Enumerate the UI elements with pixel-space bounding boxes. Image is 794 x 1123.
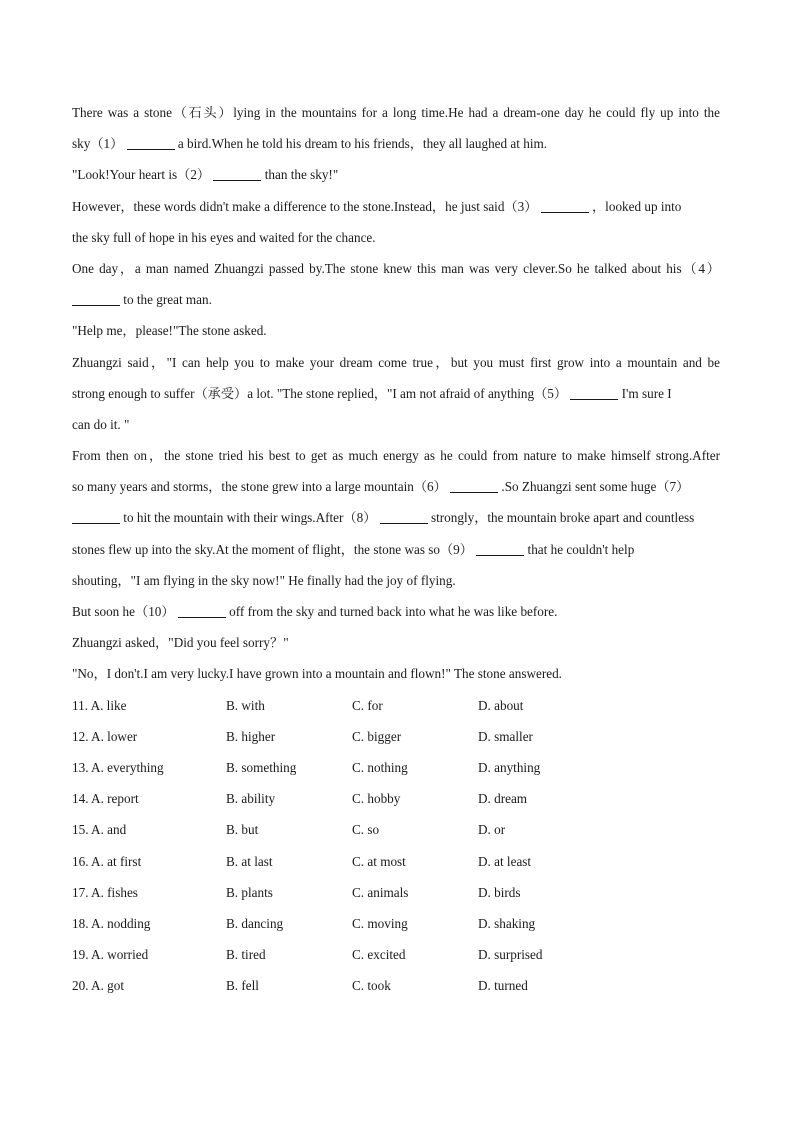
passage-text: However，these words didn't make a difference to the stone.Instead，he just said（3）	[72, 198, 538, 214]
passage-line: From then on，the stone tried his best to get as much energy as he could from nature to make himself strong.After	[72, 448, 720, 464]
question-row	[72, 783, 720, 814]
question-row	[72, 939, 720, 970]
option-d: D. turned	[478, 978, 528, 994]
passage-line	[72, 596, 720, 627]
option-b: B. tired	[226, 947, 266, 963]
option-b: B. at last	[226, 853, 273, 869]
passage-line	[72, 378, 720, 409]
passage-text: a bird.When he told his dream to his friends，they all laughed at him.	[177, 136, 548, 152]
passage-text: .So Zhuangzi sent some huge（7）	[501, 479, 690, 495]
passage-line	[72, 128, 720, 159]
passage-text: strong enough to suffer（承受）a lot. "The stone replied，"I am not afraid of anything（5）	[72, 385, 568, 401]
option-d: D. at least	[478, 853, 532, 869]
option-d: D. anything	[478, 759, 541, 775]
option-b: B. ability	[226, 791, 276, 807]
question-row	[72, 752, 720, 783]
answer-blank-7	[72, 507, 120, 524]
option-c: C. for	[352, 697, 383, 713]
question-row	[72, 721, 720, 752]
passage-text: off from the sky and turned back into what he was like before.	[229, 604, 558, 619]
answer-blank-4	[72, 289, 120, 306]
passage-line: shouting，"I am flying in the sky now!" He finally had the joy of flying.	[72, 572, 456, 588]
option-d: D. shaking	[478, 915, 536, 931]
option-a: 19. A. worried	[72, 947, 149, 963]
option-c: C. at most	[352, 853, 406, 869]
answer-blank-9	[476, 539, 524, 556]
passage-text: But soon he（10）	[72, 604, 175, 619]
passage-text: stones flew up into the sky.At the moment of flight，the stone was so（9）	[72, 541, 473, 557]
passage-text: "Look!Your heart is（2）	[72, 167, 211, 183]
passage-text: strongly，the mountain broke apart and countless	[430, 510, 695, 526]
answer-blank-5	[570, 383, 618, 400]
option-b: B. fell	[226, 978, 259, 994]
option-d: D. about	[478, 697, 524, 713]
option-d: D. surprised	[478, 947, 543, 963]
option-a: 13. A. everything	[72, 759, 164, 775]
passage-line: There was a stone（石头）lying in the mountains for a long time.He had a dream-one day he could fly up into the	[72, 105, 720, 120]
passage-line	[72, 502, 720, 533]
option-c: C. animals	[352, 884, 409, 900]
option-c: C. so	[352, 822, 380, 838]
option-c: C. hobby	[352, 791, 401, 807]
question-row	[72, 846, 720, 877]
answer-blank-1	[127, 133, 175, 150]
option-b: B. with	[226, 697, 265, 713]
passage-text: I'm sure I	[621, 385, 672, 401]
option-a: 20. A. got	[72, 978, 125, 994]
passage-text: ，looked up into	[592, 198, 682, 214]
option-a: 15. A. and	[72, 822, 127, 838]
passage-line: "No，I don't.I am very lucky.I have grown into a mountain and flown!" The stone answered.	[72, 666, 562, 682]
passage-text: sky（1）	[72, 136, 124, 152]
option-c: C. excited	[352, 947, 406, 963]
question-row	[72, 908, 720, 939]
option-c: C. bigger	[352, 728, 402, 744]
answer-blank-2	[213, 164, 261, 181]
answer-blank-3	[541, 196, 589, 213]
option-c: C. took	[352, 978, 391, 994]
passage-line: can do it. "	[72, 416, 130, 432]
answer-blank-8	[380, 507, 428, 524]
option-a: 18. A. nodding	[72, 915, 151, 931]
passage-line: "Help me，please!"The stone asked.	[72, 323, 267, 339]
passage-line	[72, 534, 720, 565]
question-row	[72, 970, 720, 1001]
passage-line: the sky full of hope in his eyes and waited for the chance.	[72, 229, 376, 245]
option-b: B. plants	[226, 884, 273, 900]
option-b: B. something	[226, 759, 297, 775]
passage-text: to hit the mountain with their wings.After（8）	[123, 510, 377, 526]
option-d: D. dream	[478, 791, 528, 807]
passage-line	[72, 191, 720, 222]
option-c: C. moving	[352, 915, 408, 931]
option-a: 16. A. at first	[72, 853, 142, 869]
question-row	[72, 814, 720, 845]
passage-text: so many years and storms，the stone grew into a large mountain（6）	[72, 479, 447, 495]
passage-text: that he couldn't help	[527, 541, 635, 557]
option-b: B. but	[226, 822, 259, 838]
option-a: 11. A. like	[72, 697, 127, 713]
question-list	[72, 690, 720, 1002]
option-d: D. birds	[478, 884, 521, 900]
passage-line: One day，a man named Zhuangzi passed by.The stone knew this man was very clever.So he talked about his（4）	[72, 260, 720, 276]
passage-line	[72, 159, 720, 190]
question-row	[72, 690, 720, 721]
passage-line: Zhuangzi said，"I can help you to make your dream come true，but you must first grow into a mountain and be	[72, 354, 720, 370]
passage-line: Zhuangzi asked，"Did you feel sorry？"	[72, 635, 289, 651]
option-a: 12. A. lower	[72, 728, 138, 744]
answer-blank-6	[450, 476, 498, 493]
option-d: D. or	[478, 822, 506, 838]
option-d: D. smaller	[478, 728, 533, 744]
passage-line	[72, 284, 720, 315]
passage-text: than the sky!"	[264, 167, 339, 183]
cloze-passage	[72, 97, 720, 1001]
option-b: B. higher	[226, 728, 276, 744]
question-row	[72, 877, 720, 908]
answer-blank-10	[178, 601, 226, 618]
option-a: 14. A. report	[72, 791, 139, 807]
passage-text: to the great man.	[123, 292, 212, 308]
option-a: 17. A. fishes	[72, 884, 138, 900]
passage-line	[72, 471, 720, 502]
option-c: C. nothing	[352, 759, 408, 775]
option-b: B. dancing	[226, 915, 284, 931]
